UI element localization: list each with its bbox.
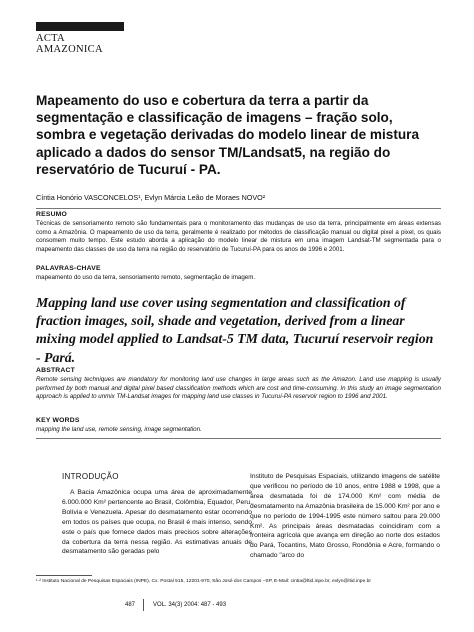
author-affiliation-footnote: ¹·² Instituto Nacional de Pesquisas Espaciais (INPE), Cx. Postal 515, 12201-970, São José dos Campos –SP, E-Mail: cintia@ltid.inpe.br, evlyn@ltid.inpe.br bbox=[36, 579, 371, 584]
journal-logo bbox=[36, 22, 124, 55]
palavras-chave-text: mapeamento do uso da terra, sensoriamento remoto, segmentação de imagem. bbox=[36, 274, 256, 281]
article-title-portuguese: Mapeamento do uso e cobertura da terra a partir da segmentação e classificação de imagens – fração solo, sombra e vegetação derivadas do modelo linear de mistura aplicado a dados do sensor TM/Landsat5, na região do reservatório de Tucuruí - PA. bbox=[36, 93, 420, 177]
journal-logo-bar bbox=[36, 22, 124, 31]
abstract-heading: ABSTRACT bbox=[36, 367, 75, 374]
key-words-text: mapping the land use, remote sensing, image segmentation. bbox=[36, 426, 202, 433]
abstract-text: Remote sensing techniques are mandatory for monitoring land use changes in large areas such as the Amazon. Land use mapping is usually performed by both manual and digital pixel based classification methods which are cost and time-consuming. In this study an image segmentation approach is applied to unmix TM-Landsat images for mapping land use classes in Tucuruí-PA reservoir region to 1996 and 2001. bbox=[36, 376, 441, 401]
resumo-text: Técnicas de sensoriamento remoto são fundamentais para o monitoramento das mudanças de uso da terra, principalmente em áreas extensas como a Amazônia. O mapeamento de uso da terra, geralmente é realizado por métodos de classificação manual ou digital pixel a pixel, os quais consomem muito tempo. Este estudo aborda a aplicação do modelo linear de mistura em uma imagem Landsat-TM segmentada para o mapeamento das classes de uso da terra na região do reservatório de Tucuruí-PA para os anos de 1996 e 2001. bbox=[36, 220, 441, 253]
resumo-heading: RESUMO bbox=[36, 211, 68, 218]
divider-bottom bbox=[36, 438, 441, 439]
page-footer-separator bbox=[143, 599, 144, 611]
introducao-right-column: Instituto de Pesquisas Espaciais, utilizando imagens de satélite que verificou no período de 10 anos, entre 1988 e 1998, que a área desmatada foi de 174.000 Km² com média de desmatamento na Amazônia brasileira de 15.000 Km² por ano e que no período de 1994-1995 este número saltou para 29.000 Km². As principais áreas desmatadas coincidiram com a fronteira agrícola que avança em direção ao norte dos estados do Pará, Tocantins, Mato Grosso, Rondônia e Acre, formando o chamado "arco do bbox=[250, 473, 440, 560]
article-title-english: Mapping land use cover using segmentation and classification of fraction images, soil, shade and vegetation, derived from a linear mixing model applied to Landsat-5 TM data, Tucuruí reservoir region - Pará. bbox=[36, 295, 434, 365]
journal-name-line1: ACTA bbox=[36, 33, 65, 44]
footnote-rule bbox=[36, 575, 92, 576]
journal-name-line2: AMAZONICA bbox=[36, 44, 103, 55]
article-authors: Cíntia Honório VASCONCELOS¹, Evlyn Márcia Leão de Moraes NOVO² bbox=[36, 193, 266, 202]
key-words-heading: KEY WORDS bbox=[36, 417, 80, 424]
divider-top bbox=[36, 208, 441, 209]
page-number: 487 bbox=[125, 602, 136, 608]
palavras-chave-heading: PALAVRAS-CHAVE bbox=[36, 265, 101, 272]
volume-info: VOL. 34(3) 2004: 487 - 493 bbox=[153, 602, 227, 608]
introducao-left-column: A Bacia Amazônica ocupa uma área de aproximadamente 6.000.000 Km² pertencente ao Brasil, Colômbia, Equador, Peru, Bolívia e Venezuela. Apesar do desmatamento estar ocorrendo em todos os países que ocupa, no Brasil é mais intenso, sendo este o país que fornece dados mais precisos sobre alterações da cobertura da terra nessa região. As estimativas anuais de desmatamento são geradas pelo bbox=[62, 489, 252, 556]
introducao-heading: INTRODUÇÃO bbox=[62, 472, 119, 481]
